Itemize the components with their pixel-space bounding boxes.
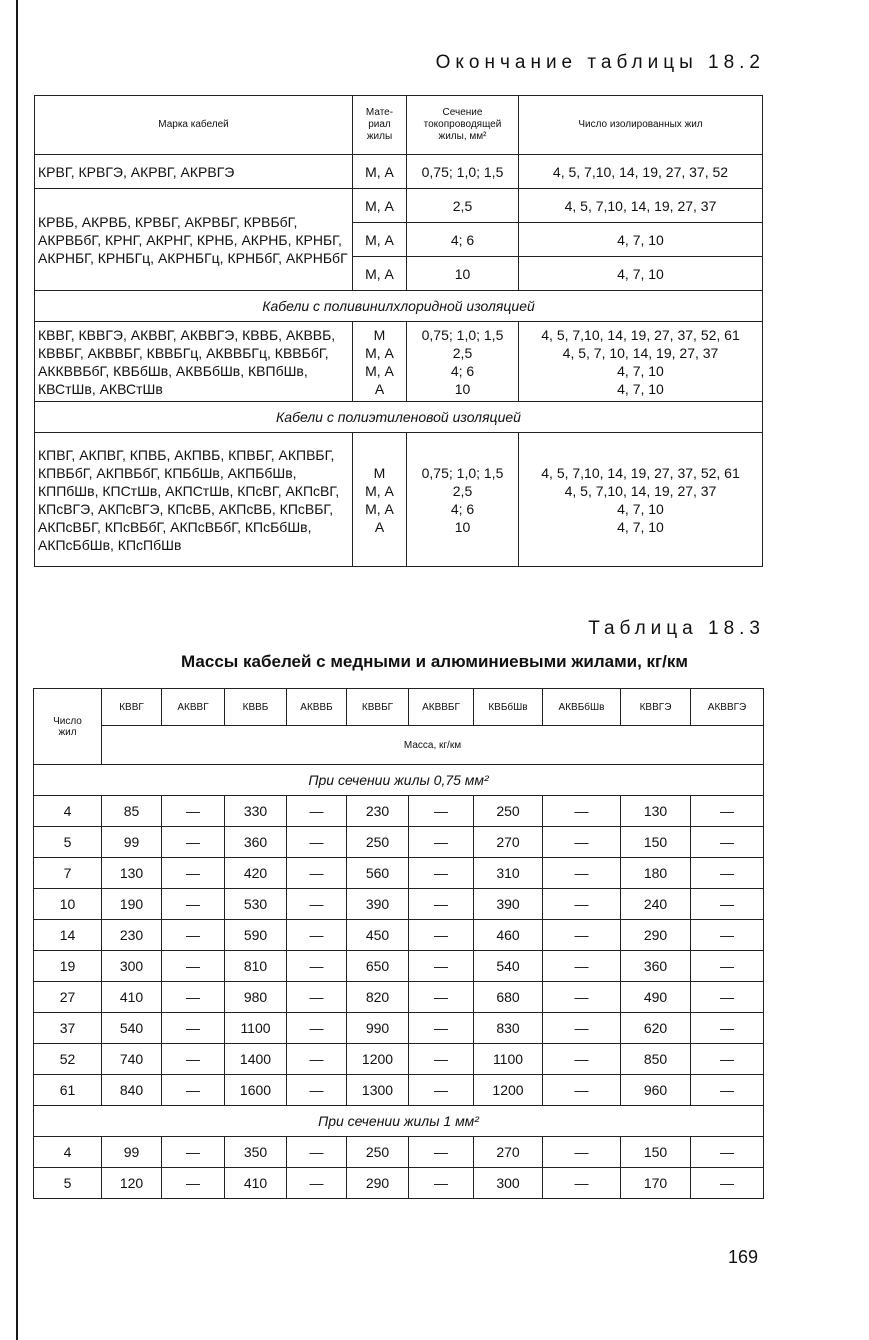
cable-mass-table bbox=[33, 688, 764, 1199]
header-brand: АКВВГЭ bbox=[691, 689, 764, 726]
table-caption-18-2: Окончание таблицы 18.2 bbox=[435, 52, 765, 73]
mass-cell: 740 bbox=[102, 1044, 162, 1075]
mass-cell: 390 bbox=[474, 889, 543, 920]
mass-cell: — bbox=[691, 1075, 764, 1106]
mass-cell: — bbox=[543, 1075, 621, 1106]
header-brand: АКВБбШв bbox=[543, 689, 621, 726]
mass-cell: — bbox=[287, 982, 347, 1013]
mass-cell: — bbox=[691, 796, 764, 827]
mass-cell: — bbox=[162, 827, 225, 858]
table1-header-row bbox=[35, 96, 763, 155]
cores-count-cell: 14 bbox=[34, 920, 102, 951]
mass-cell: — bbox=[287, 827, 347, 858]
table-row bbox=[34, 982, 764, 1013]
mass-cell: 490 bbox=[621, 982, 691, 1013]
cores-count-cell: 27 bbox=[34, 982, 102, 1013]
cores-count-cell: 4 bbox=[34, 1137, 102, 1168]
table-row bbox=[35, 189, 763, 223]
section-row bbox=[34, 1106, 764, 1137]
mass-cell: 300 bbox=[474, 1168, 543, 1199]
header-section: Сечение токопроводящей жилы, мм² bbox=[407, 96, 519, 155]
header-brand: АКВВГ bbox=[162, 689, 225, 726]
table-row bbox=[34, 1013, 764, 1044]
brand-cell: КРВБ, АКРВБ, КРВБГ, АКРВБГ, КРВБбГ, АКРВБбГ, КРНГ, АКРНГ, КРНБ, АКРНБ, КРНБГ, АКРНБГ, КРНБГц, АКРНБГц, КРНБбГ, АКРНБбГ bbox=[35, 189, 353, 291]
table-row bbox=[34, 796, 764, 827]
material-cell: М, А bbox=[353, 223, 407, 257]
mass-cell: — bbox=[409, 796, 474, 827]
mass-cell: 360 bbox=[621, 951, 691, 982]
mass-cell: 460 bbox=[474, 920, 543, 951]
mass-cell: 350 bbox=[225, 1137, 287, 1168]
mass-cell: 420 bbox=[225, 858, 287, 889]
mass-cell: — bbox=[409, 920, 474, 951]
mass-cell: 170 bbox=[621, 1168, 691, 1199]
brand-cell: КВВГ, КВВГЭ, АКВВГ, АКВВГЭ, КВВБ, АКВВБ, КВВБГ, АКВВБГ, КВВБГц, АКВВБГц, КВВБбГ, АККВВБбГ, КВБбШв, АКВБбШв, КВПбШв, КВСтШв, АКВСтШв bbox=[35, 322, 353, 402]
material-cell: М М, А М, А А bbox=[353, 433, 407, 567]
table-row bbox=[35, 322, 763, 402]
table-row bbox=[34, 1168, 764, 1199]
mass-cell: — bbox=[162, 951, 225, 982]
mass-cell: — bbox=[162, 1075, 225, 1106]
mass-cell: — bbox=[409, 827, 474, 858]
section-heading-pe: Кабели с полиэтиленовой изоляцией bbox=[35, 402, 763, 433]
mass-cell: 190 bbox=[102, 889, 162, 920]
section-cell: 0,75; 1,0; 1,5 2,5 4; 6 10 bbox=[407, 322, 519, 402]
header-material: Мате- риал жилы bbox=[353, 96, 407, 155]
mass-cell: — bbox=[162, 920, 225, 951]
mass-cell: — bbox=[287, 951, 347, 982]
mass-cell: — bbox=[543, 951, 621, 982]
mass-cell: 1200 bbox=[474, 1075, 543, 1106]
mass-cell: — bbox=[409, 1168, 474, 1199]
section-cell: 10 bbox=[407, 257, 519, 291]
mass-cell: — bbox=[287, 889, 347, 920]
mass-cell: 1100 bbox=[474, 1044, 543, 1075]
cores-count-cell: 37 bbox=[34, 1013, 102, 1044]
header-cores: Число изолированных жил bbox=[519, 96, 763, 155]
mass-cell: 450 bbox=[347, 920, 409, 951]
section-row bbox=[35, 402, 763, 433]
mass-cell: 820 bbox=[347, 982, 409, 1013]
mass-cell: — bbox=[409, 1137, 474, 1168]
mass-cell: 1100 bbox=[225, 1013, 287, 1044]
header-brand: Марка кабелей bbox=[35, 96, 353, 155]
table-caption-18-3: Таблица 18.3 bbox=[588, 618, 765, 639]
section-heading-075: При сечении жилы 0,75 мм² bbox=[34, 765, 764, 796]
mass-cell: 130 bbox=[102, 858, 162, 889]
mass-cell: — bbox=[409, 1044, 474, 1075]
table-row bbox=[34, 951, 764, 982]
mass-cell: 410 bbox=[102, 982, 162, 1013]
table-row bbox=[34, 1075, 764, 1106]
mass-cell: 850 bbox=[621, 1044, 691, 1075]
mass-cell: 530 bbox=[225, 889, 287, 920]
cores-count-cell: 52 bbox=[34, 1044, 102, 1075]
mass-cell: 120 bbox=[102, 1168, 162, 1199]
mass-cell: 1300 bbox=[347, 1075, 409, 1106]
cores-cell: 4, 7, 10 bbox=[519, 257, 763, 291]
header-brand: КВВБ bbox=[225, 689, 287, 726]
table-row bbox=[34, 1137, 764, 1168]
page-number: 169 bbox=[728, 1247, 759, 1267]
mass-cell: 810 bbox=[225, 951, 287, 982]
mass-cell: — bbox=[409, 951, 474, 982]
mass-cell: — bbox=[543, 889, 621, 920]
mass-cell: — bbox=[287, 1075, 347, 1106]
mass-cell: 540 bbox=[474, 951, 543, 982]
cores-cell: 4, 5, 7,10, 14, 19, 27, 37, 52 bbox=[519, 155, 763, 189]
mass-cell: 590 bbox=[225, 920, 287, 951]
material-cell: М, А bbox=[353, 257, 407, 291]
section-heading-1: При сечении жилы 1 мм² bbox=[34, 1106, 764, 1137]
mass-cell: — bbox=[691, 827, 764, 858]
table-row bbox=[34, 858, 764, 889]
cores-count-cell: 10 bbox=[34, 889, 102, 920]
mass-cell: — bbox=[287, 1168, 347, 1199]
mass-cell: 980 bbox=[225, 982, 287, 1013]
cores-count-cell: 7 bbox=[34, 858, 102, 889]
header-brand: АКВВБГ bbox=[409, 689, 474, 726]
mass-cell: — bbox=[691, 1013, 764, 1044]
mass-cell: 650 bbox=[347, 951, 409, 982]
mass-cell: 840 bbox=[102, 1075, 162, 1106]
section-cell: 0,75; 1,0; 1,5 bbox=[407, 155, 519, 189]
mass-cell: 150 bbox=[621, 827, 691, 858]
mass-cell: 230 bbox=[347, 796, 409, 827]
mass-cell: — bbox=[162, 858, 225, 889]
section-row bbox=[34, 765, 764, 796]
mass-cell: 560 bbox=[347, 858, 409, 889]
mass-cell: 130 bbox=[621, 796, 691, 827]
mass-cell: 290 bbox=[621, 920, 691, 951]
cores-count-cell: 19 bbox=[34, 951, 102, 982]
header-cores-count: Число жил bbox=[34, 689, 102, 765]
mass-cell: — bbox=[162, 889, 225, 920]
section-cell: 4; 6 bbox=[407, 223, 519, 257]
mass-cell: 250 bbox=[347, 1137, 409, 1168]
mass-cell: — bbox=[162, 1013, 225, 1044]
mass-cell: — bbox=[691, 920, 764, 951]
cores-count-cell: 61 bbox=[34, 1075, 102, 1106]
mass-cell: 1400 bbox=[225, 1044, 287, 1075]
mass-cell: — bbox=[409, 858, 474, 889]
mass-cell: 990 bbox=[347, 1013, 409, 1044]
mass-cell: — bbox=[691, 951, 764, 982]
mass-cell: — bbox=[409, 982, 474, 1013]
mass-cell: 270 bbox=[474, 1137, 543, 1168]
cable-brands-table bbox=[34, 95, 763, 567]
mass-cell: 230 bbox=[102, 920, 162, 951]
cores-cell: 4, 5, 7,10, 14, 19, 27, 37, 52, 61 4, 5, 7, 10, 14, 19, 27, 37 4, 7, 10 4, 7, 10 bbox=[519, 322, 763, 402]
table-title: Массы кабелей с медными и алюминиевыми жилами, кг/км bbox=[181, 652, 688, 671]
mass-cell: — bbox=[287, 796, 347, 827]
mass-cell: — bbox=[162, 1044, 225, 1075]
table2-subheader-row bbox=[34, 726, 764, 765]
section-row bbox=[35, 291, 763, 322]
section-heading-pvc: Кабели с поливинилхлоридной изоляцией bbox=[35, 291, 763, 322]
mass-cell: — bbox=[543, 920, 621, 951]
table-row bbox=[35, 433, 763, 567]
table-row bbox=[35, 155, 763, 189]
mass-cell: — bbox=[543, 827, 621, 858]
mass-cell: — bbox=[287, 858, 347, 889]
mass-cell: 1600 bbox=[225, 1075, 287, 1106]
cores-count-cell: 5 bbox=[34, 827, 102, 858]
cores-cell: 4, 5, 7,10, 14, 19, 27, 37, 52, 61 4, 5, 7,10, 14, 19, 27, 37 4, 7, 10 4, 7, 10 bbox=[519, 433, 763, 567]
mass-cell: 180 bbox=[621, 858, 691, 889]
mass-cell: — bbox=[691, 1168, 764, 1199]
mass-cell: — bbox=[409, 889, 474, 920]
brand-cell: КПВГ, АКПВГ, КПВБ, АКПВБ, КПВБГ, АКПВБГ, КПВБбГ, АКПВБбГ, КПБбШв, АКПБбШв, КППбШв, КПСтШв, АКПСтШв, КПсВГ, АКПсВГ, КПсВГЭ, АКПсВГЭ, КПсВБ, АКПсВБ, КПсВБГ, АКПсВБГ, КПсВБбГ, АКПсВБбГ, КПсБбШв, АКПсБбШв, КПсПбШв bbox=[35, 433, 353, 567]
cores-count-cell: 4 bbox=[34, 796, 102, 827]
mass-cell: 960 bbox=[621, 1075, 691, 1106]
mass-cell: — bbox=[691, 982, 764, 1013]
material-cell: М М, А М, А А bbox=[353, 322, 407, 402]
mass-cell: — bbox=[287, 920, 347, 951]
mass-cell: 620 bbox=[621, 1013, 691, 1044]
table-row bbox=[34, 889, 764, 920]
brand-cell: КРВГ, КРВГЭ, АКРВГ, АКРВГЭ bbox=[35, 155, 353, 189]
mass-cell: 300 bbox=[102, 951, 162, 982]
mass-cell: 250 bbox=[474, 796, 543, 827]
mass-cell: — bbox=[691, 889, 764, 920]
mass-cell: — bbox=[543, 858, 621, 889]
table-row bbox=[34, 920, 764, 951]
mass-cell: 290 bbox=[347, 1168, 409, 1199]
header-brand: КВВБГ bbox=[347, 689, 409, 726]
section-cell: 0,75; 1,0; 1,5 2,5 4; 6 10 bbox=[407, 433, 519, 567]
mass-cell: 240 bbox=[621, 889, 691, 920]
mass-cell: — bbox=[543, 1168, 621, 1199]
mass-cell: — bbox=[691, 1137, 764, 1168]
material-cell: М, А bbox=[353, 189, 407, 223]
mass-cell: 270 bbox=[474, 827, 543, 858]
mass-cell: — bbox=[409, 1013, 474, 1044]
mass-cell: 310 bbox=[474, 858, 543, 889]
mass-cell: 150 bbox=[621, 1137, 691, 1168]
mass-cell: — bbox=[543, 796, 621, 827]
header-brand: КВВГ bbox=[102, 689, 162, 726]
header-brand: АКВВБ bbox=[287, 689, 347, 726]
mass-cell: — bbox=[162, 796, 225, 827]
cores-cell: 4, 5, 7,10, 14, 19, 27, 37 bbox=[519, 189, 763, 223]
mass-cell: — bbox=[691, 858, 764, 889]
mass-cell: 360 bbox=[225, 827, 287, 858]
mass-cell: — bbox=[543, 1013, 621, 1044]
mass-cell: 680 bbox=[474, 982, 543, 1013]
mass-cell: — bbox=[287, 1137, 347, 1168]
mass-cell: — bbox=[287, 1044, 347, 1075]
section-cell: 2,5 bbox=[407, 189, 519, 223]
header-brand: КВБбШв bbox=[474, 689, 543, 726]
table-row bbox=[34, 1044, 764, 1075]
mass-cell: — bbox=[287, 1013, 347, 1044]
mass-cell: 99 bbox=[102, 827, 162, 858]
mass-cell: — bbox=[162, 1168, 225, 1199]
mass-cell: 540 bbox=[102, 1013, 162, 1044]
mass-cell: — bbox=[543, 1044, 621, 1075]
mass-cell: — bbox=[162, 982, 225, 1013]
cores-cell: 4, 7, 10 bbox=[519, 223, 763, 257]
mass-cell: — bbox=[543, 1137, 621, 1168]
mass-cell: 390 bbox=[347, 889, 409, 920]
table2-header-row bbox=[34, 689, 764, 726]
mass-cell: 99 bbox=[102, 1137, 162, 1168]
material-cell: М, А bbox=[353, 155, 407, 189]
mass-cell: — bbox=[162, 1137, 225, 1168]
header-brand: КВВГЭ bbox=[621, 689, 691, 726]
mass-cell: 250 bbox=[347, 827, 409, 858]
mass-cell: 410 bbox=[225, 1168, 287, 1199]
cores-count-cell: 5 bbox=[34, 1168, 102, 1199]
mass-label: Масса, кг/км bbox=[102, 726, 764, 765]
mass-cell: 1200 bbox=[347, 1044, 409, 1075]
mass-cell: — bbox=[543, 982, 621, 1013]
mass-cell: 830 bbox=[474, 1013, 543, 1044]
mass-cell: 85 bbox=[102, 796, 162, 827]
mass-cell: — bbox=[691, 1044, 764, 1075]
mass-cell: 330 bbox=[225, 796, 287, 827]
mass-cell: — bbox=[409, 1075, 474, 1106]
table-row bbox=[34, 827, 764, 858]
